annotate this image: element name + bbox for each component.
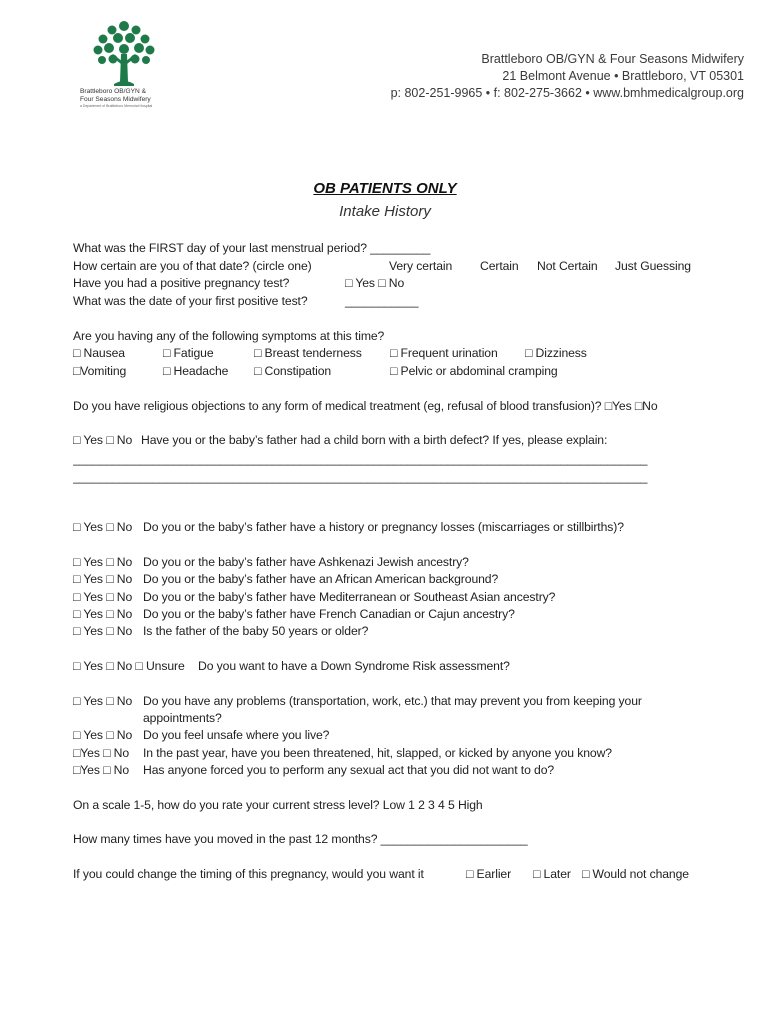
father-age-question: Is the father of the baby 50 years or older? [143,624,369,638]
religious-objection-question[interactable]: Do you have religious objections to any form of medical treatment (eg, refusal of blood transfusion)? □Yes □No [73,399,658,413]
mediterranean-question: Do you or the baby’s father have Mediterranean or Southeast Asian ancestry? [143,590,556,604]
logo-name-line2: Four Seasons Midwifery [80,95,151,103]
forced-question: Has anyone forced you to perform any sexual act that you did not want to do? [143,763,555,777]
yes-no-checkboxes[interactable]: □ Yes □ No [73,520,133,534]
logo-tagline: a Department of Brattleboro Memorial Hospital [80,104,153,108]
birth-defect-question: Have you or the baby’s father had a child born with a birth defect? If yes, please explain: [141,433,608,447]
symptom-checkbox[interactable]: □ Pelvic or abdominal cramping [390,364,558,378]
practice-contact: p: 802-251-9965 • f: 802-275-3662 • www.bmhmedicalgroup.org [390,86,744,100]
yes-no-checkboxes[interactable]: □ Yes □ No [73,572,133,586]
yes-no-checkboxes[interactable]: □Yes □ No [73,763,130,777]
practice-address: 21 Belmont Avenue • Brattleboro, VT 05301 [502,69,744,83]
symptom-checkbox[interactable]: □ Headache [163,364,229,378]
problems-question-continued: appointments? [143,711,222,725]
yes-no-checkboxes[interactable]: □ Yes □ No [73,555,133,569]
yes-no-checkboxes[interactable]: □Yes □ No [73,746,130,760]
pregnancy-test-checkboxes[interactable]: □ Yes □ No [345,276,405,290]
yes-no-unsure-checkboxes[interactable]: □ Yes □ No □ Unsure [73,659,185,673]
timing-later-checkbox[interactable]: □ Later [533,867,571,881]
timing-question: If you could change the timing of this pregnancy, would you want it [73,867,424,881]
practice-name: Brattleboro OB/GYN & Four Seasons Midwifery [481,52,744,66]
positive-test-date-blank[interactable]: ___________ [345,294,419,308]
symptom-checkbox[interactable]: □ Frequent urination [390,346,498,360]
stress-scale-question[interactable]: On a scale 1-5, how do you rate your current stress level? Low 1 2 3 4 5 High [73,798,483,812]
timing-no-change-checkbox[interactable]: □ Would not change [582,867,689,881]
symptoms-question: Are you having any of the following symptoms at this time? [73,329,385,343]
yes-no-checkboxes[interactable]: □ Yes □ No [73,728,133,742]
positive-test-date-question: What was the date of your first positive test? [73,294,308,308]
birth-defect-answer-line[interactable]: ______________________________________________________________________________________ [73,452,648,466]
logo-name-line1: Brattleboro OB/GYN & [80,88,146,95]
yes-no-checkboxes[interactable]: □ Yes □ No [73,607,133,621]
logo-wordmark [80,88,152,111]
problems-question: Do you have any problems (transportation, work, etc.) that may prevent you from keeping your [143,694,642,708]
french-canadian-question: Do you or the baby’s father have French Canadian or Cajun ancestry? [143,607,515,621]
symptom-checkbox[interactable]: □ Constipation [254,364,332,378]
symptom-checkbox[interactable]: □ Dizziness [525,346,587,360]
form-title: OB PATIENTS ONLY [313,180,457,197]
unsafe-question: Do you feel unsafe where you live? [143,728,330,742]
symptom-checkbox[interactable]: □ Fatigue [163,346,214,360]
option-just-guessing[interactable]: Just Guessing [615,259,691,273]
yes-no-checkboxes[interactable]: □ Yes □ No [73,624,133,638]
symptom-checkbox[interactable]: □ Nausea [73,346,125,360]
birth-defect-checkboxes[interactable]: □ Yes □ No [73,433,133,447]
birth-defect-answer-line[interactable]: ______________________________________________________________________________________ [73,470,648,484]
yes-no-checkboxes[interactable]: □ Yes □ No [73,590,133,604]
african-american-question: Do you or the baby’s father have an African American background? [143,572,499,586]
lmp-question: What was the FIRST day of your last menstrual period? _________ [73,241,431,255]
moved-question[interactable]: How many times have you moved in the past 12 months? ______________________ [73,832,528,846]
symptom-checkbox[interactable]: □Vomiting [73,364,127,378]
down-syndrome-question: Do you want to have a Down Syndrome Risk assessment? [198,659,510,673]
certainty-question: How certain are you of that date? (circle one) [73,259,312,273]
pregnancy-test-question: Have you had a positive pregnancy test? [73,276,290,290]
pregnancy-losses-question: Do you or the baby’s father have a history or pregnancy losses (miscarriages or stillbirths)? [143,520,624,534]
ashkenazi-question: Do you or the baby’s father have Ashkenazi Jewish ancestry? [143,555,469,569]
threatened-question: In the past year, have you been threatened, hit, slapped, or kicked by anyone you know? [143,746,612,760]
timing-earlier-checkbox[interactable]: □ Earlier [466,867,512,881]
option-not-certain[interactable]: Not Certain [537,259,598,273]
symptom-checkbox[interactable]: □ Breast tenderness [254,346,362,360]
form-subtitle: Intake History [339,203,431,220]
yes-no-checkboxes[interactable]: □ Yes □ No [73,694,133,708]
option-very-certain[interactable]: Very certain [389,259,453,273]
tree-logo-icon [78,18,170,88]
option-certain[interactable]: Certain [480,259,519,273]
